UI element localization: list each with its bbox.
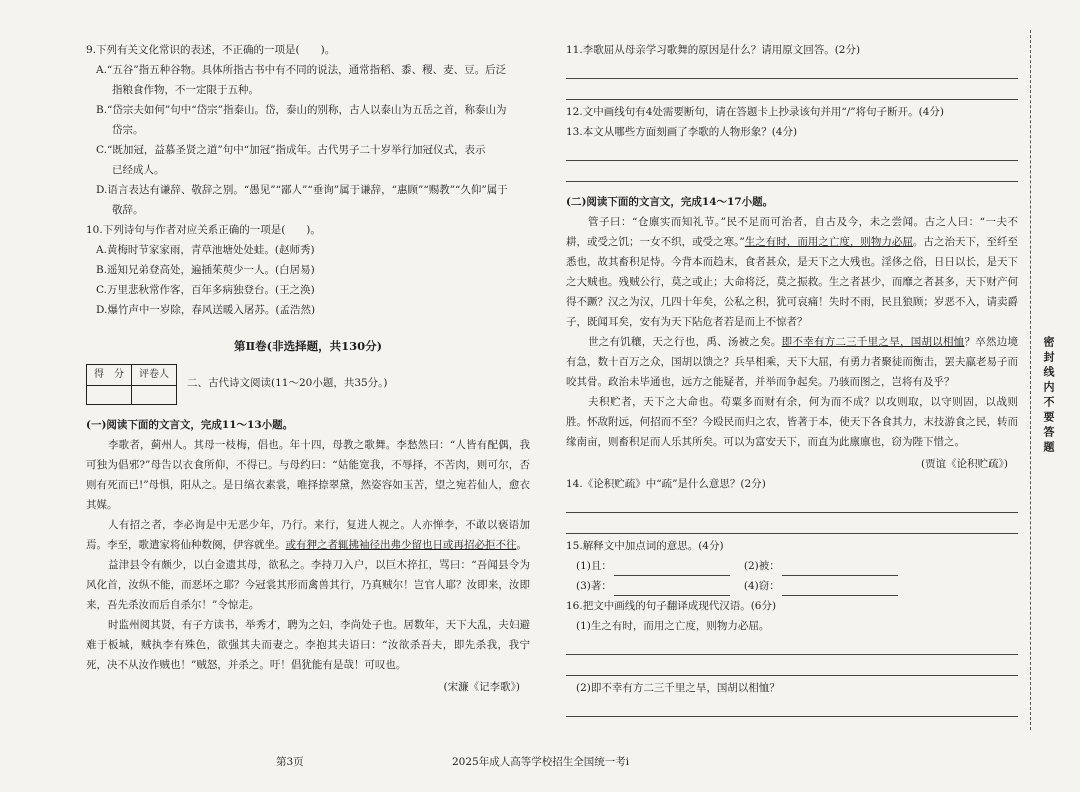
q15-item-2-label: (2)被： [743,560,780,572]
page-number: 第3页 [276,756,304,768]
q16-2-answer-line-1[interactable] [566,698,1018,717]
q12-stem: 12.文中画线句有4处需要断句，请在答题卡上抄录该句并用“/”将句子断开。(4分) [566,106,945,118]
q10-option-a: A.黄梅时节家家雨，青草池塘处处蛙。(赵师秀) [96,244,315,256]
passage-1-para-2-end: 。 [516,539,527,551]
q15-item-4-blank[interactable] [782,581,898,596]
q11-answer-line-1[interactable] [566,60,1018,79]
passage-2-para-2-rest: ？卒然边境有急，数十百万之众，国胡以馈之？兵旱相乘，天下大屈，有勇力者聚徒而衡击，罢夫羸老易子而咬其骨。政治未毕通也，远方之能疑者，并举而争起矣。乃骇而图之，岂将有及乎？ [566,336,1019,388]
score-header: 得 分 [87,365,132,386]
exam-footer-title: 2025年成人高等学校招生全国统一考i [452,756,630,768]
q9-option-c: C.“既加冠，益慕圣贤之道”句中“加冠”指成年。古代男子二十岁举行加冠仪式，表示 [96,144,486,156]
passage-1-para-4: 时监州阅其贤，有子方读书，举秀才，聘为之妇，李尚处子也。居数年，天下大乱，夫妇避难于板城，贼执李有殊色，欲强其夫而妻之。李抱其夫语曰：“汝欲杀吾夫，即先杀我，我宁死，决不从汝作贼也！”贼怒，并杀之。吁！倡犹能有是哉！可叹也。 [86,619,530,671]
q10-option-c: C.万里悲秋常作客，百年多病独登台。(王之涣) [96,284,315,296]
right-column [566,40,1018,719]
reading-2-title: (二)阅读下面的文言文，完成14～17小题。 [566,196,774,208]
underlined-sentence-1: 生之有时，而用之亡度，则物力必屈 [744,236,913,248]
score-row [86,364,530,405]
q13-answer-line-2[interactable] [566,163,1018,182]
left-column [86,40,530,697]
q15-item-4 [744,576,898,596]
score-table [86,364,177,405]
q16-stem: 16.把文中画线的句子翻译成现代汉语。(6分) [566,600,777,612]
q15-row-1 [576,556,1018,576]
q15-item-2 [744,556,898,576]
q13-stem: 13.本文从哪些方面刻画了李歌的人物形象？(4分) [566,126,798,138]
grader-header: 评卷人 [132,365,177,386]
q9-option-d-cont: 敬辞。 [112,204,144,216]
q10-option-d: D.爆竹声中一岁除，春风送暖入屠苏。(孟浩然) [96,304,316,316]
q16-1-answer-line-1[interactable] [566,636,1018,655]
q9-option-d: D.语言表达有谦辞、敬辞之别。“愚见”“鄙人”“垂询”属于谦辞，“惠顾”“赐教”“久仰”属于 [96,184,508,196]
question-9 [86,40,530,220]
question-10 [86,220,530,320]
q15-item-1 [576,556,730,576]
q14-answer-line-1[interactable] [566,494,1018,513]
q14-stem: 14.《论积贮疏》中“疏”是什么意思？(2分) [566,478,766,490]
passage-2-para-2 [566,332,1018,392]
q9-option-b: B.“岱宗夫如何”句中“岱宗”指泰山。岱，泰山的别称，古人以泰山为五岳之首，称泰山为 [96,104,507,116]
reading-1-title: (一)阅读下面的文言文，完成11～13小题。 [86,419,294,431]
q10-stem: 10.下列诗句与作者对应关系正确的一项是( )。 [86,224,321,236]
q11-answer-line-2[interactable] [566,81,1018,100]
passage-1-para-1: 李歌者，蓟州人。其母一枝梅，倡也。年十四，母教之歌舞。李愁然曰：“人皆有配偶，我可独为倡邪?”母告以衣食所仰，不得已。与母约曰：“姑能宽我，不辱择，不苦肉，则可尔，否则有死而已!”母惧，阳从之。是日缟衣素裳，唯择捺翠黛，然姿容如玉苦，望之宛若仙人，愈衣其媒。 [86,439,530,511]
grader-cell[interactable] [132,386,177,405]
q15-item-1-label: (1)且： [576,560,612,572]
q15-stem: 15.解释文中加点词的意思。(4分) [566,540,724,552]
passage-1-source: (宋濂《记李歌》) [443,681,520,693]
q9-option-b-cont: 岱宗。 [112,124,144,136]
passage-2-para-1-rest: 。古之治天下，至纤至悉也，故其畜积足恃。今背本而趋末，食者甚众，是天下之大残也。淫侈之俗，日日以长，是天下之大贼也。残贼公行，莫之或止；大命将泛，莫之振救。生之者甚少，而靡之者甚多，天下财产何得不蹶？汉之为汉，几四十年矣，公私之积，犹可哀痛！失时不雨，民且狼顾；岁恶不入，请卖爵子，既闻耳矣，安有为天下阽危者若是而上不惊者？ [566,236,1019,328]
q15-item-1-blank[interactable] [614,561,730,576]
score-cell[interactable] [87,386,132,405]
q15-item-3-label: (3)著： [576,580,612,592]
q9-option-a-cont: 指粮食作物，不一定限于五种。 [112,84,259,96]
q9-option-c-cont: 已经成人。 [112,164,165,176]
binding-warning-text: 密封线内不要答题 [1040,332,1056,460]
part-2-title: 二、古代诗文阅读(11～20小题，共35分。) [187,377,388,389]
q15-item-2-blank[interactable] [782,561,898,576]
q16-1-answer-line-2[interactable] [566,657,1018,676]
q9-option-a: A.“五谷”指五种谷物。具体所指古书中有不同的说法，通常指稻、黍、稷、麦、豆。后泛 [96,64,507,76]
q16-sentence-1: (1)生之有时，而用之亡度，则物力必屈。 [576,620,770,632]
underlined-sentence-2: 即不幸有方二三千里之旱，国胡以相恤 [781,336,965,348]
q15-item-3-blank[interactable] [614,581,730,596]
q10-option-b: B.遥知兄弟登高处，遍插茱萸少一人。(白居易) [96,264,315,276]
q15-row-2 [576,576,1018,596]
q15-item-4-label: (4)窃： [743,580,780,592]
q14-answer-line-2[interactable] [566,515,1018,534]
q9-stem: 9.下列有关文化常识的表述，不正确的一项是( )。 [86,44,336,56]
passage-1-para-2-text: 人有招之者，李必询是中无恶少年，乃行。来行，复进人视之。人亦惮李，不敢以亵语加焉。李至，歌遣家将仙种数阕，伊容就坐。 [86,519,530,551]
passage-2-para-3: 夫积贮者，天下之大命也。苟粟多而财有余，何为而不成？以攻则取，以守则固，以战则胜。怀敌附远，何招而不至？今殴民而归之农，皆著于本，使天下各食其力，末技游食之民，转而缘南亩，则畜积足而人乐其所矣。可以为富安天下，而直为此廪廪也，窃为陛下惜之。 [566,396,1018,448]
passage-1-para-2 [86,515,530,555]
passage-2-para-2-text: 世之有饥穰，天之行也，禹、汤被之矣。 [588,336,782,348]
q11-stem: 11.李歌屈从母亲学习歌舞的原因是什么？请用原文回答。(2分) [566,44,861,56]
q13-answer-line-1[interactable] [566,142,1018,161]
underlined-sentence-q12: 或有狎之者辄拂袖径出弗少留也日或再招必拒不往 [285,539,517,551]
passage-2-source: (贾谊《论积贮疏》) [921,458,1008,470]
section-2-title: 第Ⅱ卷(非选择题，共130分) [233,339,383,353]
passage-1-para-3: 益津县令有颇少，以白金遗其母，欲私之。李持刀入户，以巨木捽扛，骂曰：“吾闻县令为风化首，汝纵不能，而恶坏之耶？今冠裳其形而禽兽其行，乃真贼尔！岂官人耶？汝即来，汝即来，吾先杀汝而后自杀尔！”令惊走。 [86,559,530,611]
q16-sentence-2: (2)即不幸有方二三千里之旱，国胡以相恤？ [576,682,780,694]
passage-2-para-1 [566,212,1018,332]
q15-item-3 [576,576,730,596]
passage-2-para-1-text: 管子曰：“仓廪实而知礼节。”民不足而可治者，自古及今，未之尝闻。古之人曰：“一夫不耕，或受之饥；一女不织，或受之寒。” [566,216,1018,248]
